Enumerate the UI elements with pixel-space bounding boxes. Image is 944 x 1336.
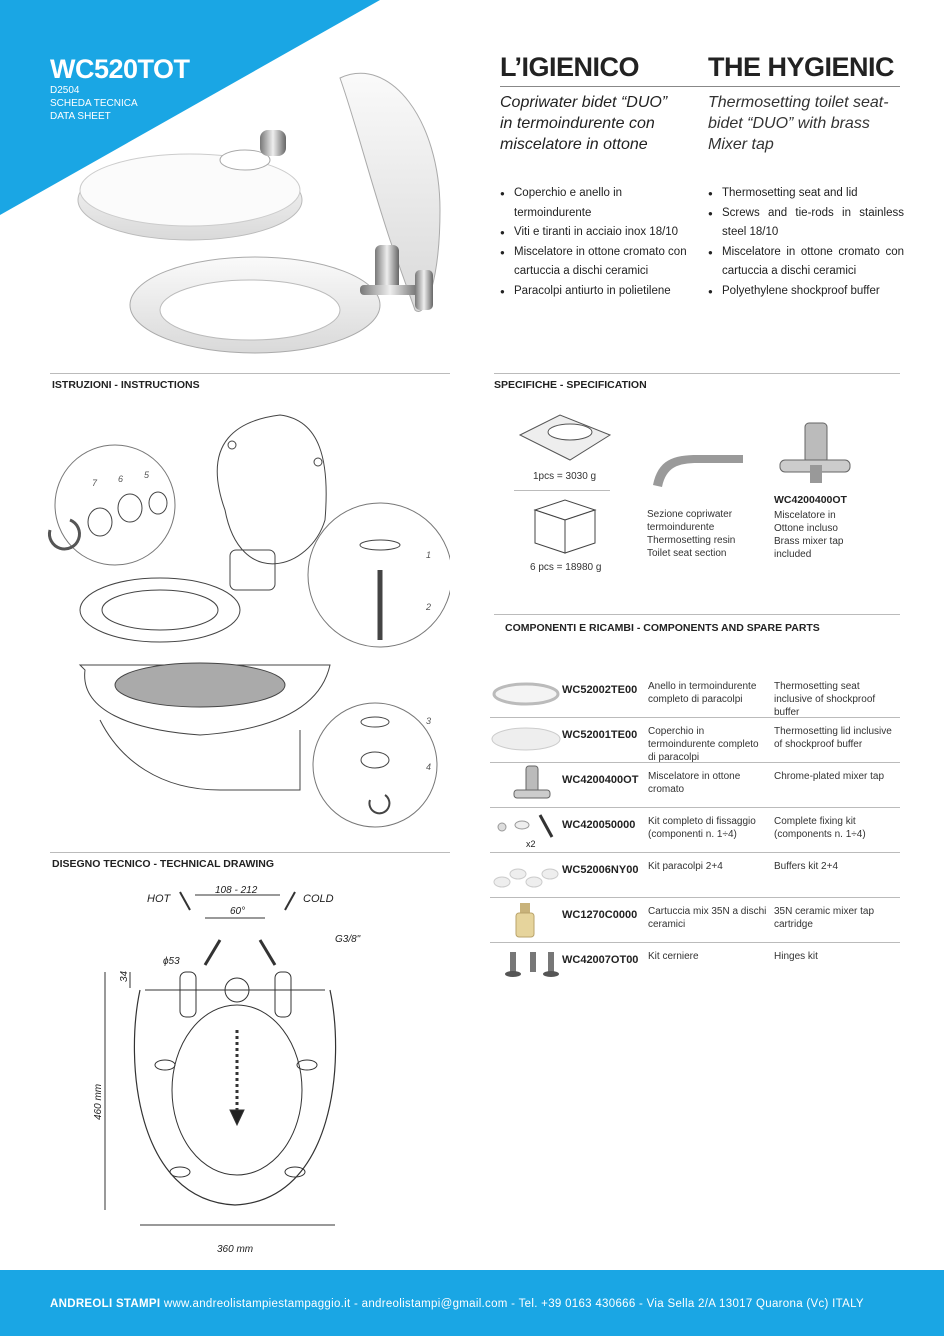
part-desc-it: Coperchio in termoindurente completo di paracolpi — [648, 726, 759, 763]
diameter-dim: ϕ53 — [163, 956, 180, 967]
doc-number: D2504 — [50, 85, 80, 96]
instr-num-1: 1 — [426, 550, 432, 560]
seat-ring-icon — [490, 672, 562, 717]
weight-6pcs: 6 pcs = 18980 g — [530, 562, 602, 573]
instr-num-7: 7 — [92, 478, 98, 488]
mixer-tap-icon — [775, 415, 855, 485]
part-code: WC42007OT00 — [562, 954, 639, 966]
section-line: Toilet seat section — [647, 548, 727, 559]
hinges-icon — [490, 942, 562, 987]
mixer-line: Brass mixer tap — [774, 536, 844, 547]
subtitle-it-line: miscelatore in ottone — [500, 136, 648, 153]
feature-item: ● Screws and tie-rods in stainless steel 18/10 — [708, 204, 904, 243]
part-desc-en: Thermosetting seat inclusive of shockproof buffer — [774, 681, 876, 718]
product-photo — [70, 60, 450, 370]
seat-lid-icon — [490, 717, 562, 762]
part-desc-it: Anello in termoindurente completo di paracolpi — [648, 681, 757, 705]
part-desc-en: Thermosetting lid inclusive of shockproof buffer — [774, 726, 892, 750]
width-360-dim: 360 mm — [217, 1244, 254, 1255]
title-it: L’IGIENICO — [500, 52, 640, 82]
part-code: WC52001TE00 — [562, 729, 638, 741]
feature-item: ● Polyethylene shockproof buffer — [708, 282, 904, 302]
doc-type-en: DATA SHEET — [50, 111, 111, 122]
part-desc-en: Chrome-plated mixer tap — [774, 771, 885, 782]
drawing-heading: DISEGNO TECNICO - TECHNICAL DRAWING — [52, 858, 275, 870]
subtitle-en-line: Thermosetting toilet seat- — [708, 94, 889, 111]
components-rule — [494, 614, 900, 615]
feature-item: ● Thermosetting seat and lid — [708, 184, 904, 204]
part-code: WC4200400OT — [562, 774, 639, 786]
feature-item: ● Paracolpi antiurto in polietilene — [500, 282, 698, 302]
cartridge-icon — [490, 897, 562, 942]
subtitle-it-line: Copriwater bidet “DUO” — [500, 94, 668, 111]
part-desc-en: Complete fixing kit (components n. 1÷4) — [774, 816, 866, 840]
subtitle-it-line: in termoindurente con — [500, 115, 655, 132]
cold-label: COLD — [303, 893, 334, 905]
spec-rule — [494, 373, 900, 374]
footer-details: www.andreolistampiestampaggio.it - andreolistampi@gmail.com - Tel. +39 0163 430666 - Via Sella 2/A 13017 Quarona (Vc) ITALY — [160, 1298, 864, 1310]
carton-box-icon — [530, 495, 600, 555]
feature-item: ● Viti e tiranti in acciaio inox 18/10 — [500, 223, 698, 243]
feature-item: ● Miscelatore in ottone cromato con cartuccia a dischi ceramici — [708, 243, 904, 282]
feature-item: ● Coperchio e anello in termoindurente — [500, 184, 698, 223]
instructions-drawing — [40, 400, 450, 850]
part-row — [490, 717, 900, 763]
height-460-dim: 460 mm — [93, 1083, 104, 1120]
angle-dim: 60° — [230, 906, 246, 917]
instructions-heading: ISTRUZIONI - INSTRUCTIONS — [52, 379, 200, 391]
part-row — [490, 807, 900, 853]
part-code: WC52002TE00 — [562, 684, 638, 696]
instructions-rule — [50, 373, 450, 374]
part-row — [490, 942, 900, 987]
subtitle-it — [500, 92, 700, 155]
part-code: WC52006NY00 — [562, 864, 639, 876]
part-desc-it: Kit completo di fissaggio (componenti n. 1÷4) — [648, 816, 756, 840]
part-row — [490, 672, 900, 718]
section-line: Sezione copriwater — [647, 509, 733, 520]
instr-num-6: 6 — [118, 474, 124, 484]
footer-brand: ANDREOLI STAMPI — [50, 1298, 161, 1310]
features-it — [500, 184, 698, 301]
subtitle-en — [708, 92, 908, 155]
subtitle-en-line: bidet “DUO” with brass — [708, 115, 870, 132]
part-desc-en: Hinges kit — [774, 951, 818, 962]
buffers-icon — [490, 852, 562, 897]
thread-dim: G3/8" — [335, 934, 361, 945]
part-row — [490, 897, 900, 943]
quantity-label: x2 — [526, 839, 536, 849]
mixer-description — [774, 509, 843, 561]
doc-type-it: SCHEDA TECNICA — [50, 98, 138, 109]
hot-label: HOT — [147, 893, 171, 905]
part-desc-it: Kit cerniere — [648, 951, 699, 962]
part-row — [490, 852, 900, 898]
height-34-dim: 34 — [119, 970, 130, 982]
part-desc-it: Kit paracolpi 2+4 — [648, 861, 723, 872]
title-rule — [500, 86, 900, 87]
seat-section-icon — [648, 445, 748, 490]
part-desc-it: Cartuccia mix 35N a dischi ceramici — [648, 906, 767, 930]
section-description — [647, 508, 735, 560]
seat-box-icon — [515, 410, 615, 470]
mixer-line: Miscelatore in — [774, 510, 836, 521]
spec-divider — [514, 490, 610, 491]
instr-num-5: 5 — [144, 470, 150, 480]
footer-contact — [50, 1298, 864, 1310]
instr-num-2: 2 — [426, 602, 432, 612]
part-desc-en: 35N ceramic mixer tap cartridge — [774, 906, 875, 930]
components-heading: COMPONENTI E RICAMBI - COMPONENTS AND SPARE PARTS — [505, 622, 820, 634]
title-en: THE HYGIENIC — [708, 52, 895, 82]
section-line: Thermosetting resin — [647, 535, 736, 546]
mixer-line: Ottone incluso — [774, 523, 838, 534]
part-code: WC420050000 — [562, 819, 636, 831]
technical-drawing — [85, 880, 385, 1265]
subtitle-en-line: Mixer tap — [708, 136, 774, 153]
section-line: termoindurente — [647, 522, 715, 533]
footer-band — [0, 1270, 944, 1336]
product-code: WC520TOT — [50, 54, 190, 84]
part-desc-en: Buffers kit 2+4 — [774, 861, 839, 872]
mixer-code: WC4200400OT — [774, 494, 847, 506]
part-code: WC1270C0000 — [562, 909, 638, 921]
feature-item: ● Miscelatore in ottone cromato con cartuccia a dischi ceramici — [500, 243, 698, 282]
spec-heading: SPECIFICHE - SPECIFICATION — [494, 379, 647, 391]
range-dim: 108 - 212 — [215, 885, 258, 896]
drawing-rule — [50, 852, 450, 853]
part-row — [490, 762, 900, 808]
mixer-line: included — [774, 549, 812, 560]
part-desc-it: Miscelatore in ottone cromato — [648, 771, 741, 795]
instr-num-4: 4 — [426, 762, 432, 772]
instr-num-3: 3 — [426, 716, 432, 726]
features-en — [708, 184, 904, 301]
mixer-tap-icon — [490, 762, 562, 807]
weight-1pc: 1pcs = 3030 g — [533, 471, 597, 482]
